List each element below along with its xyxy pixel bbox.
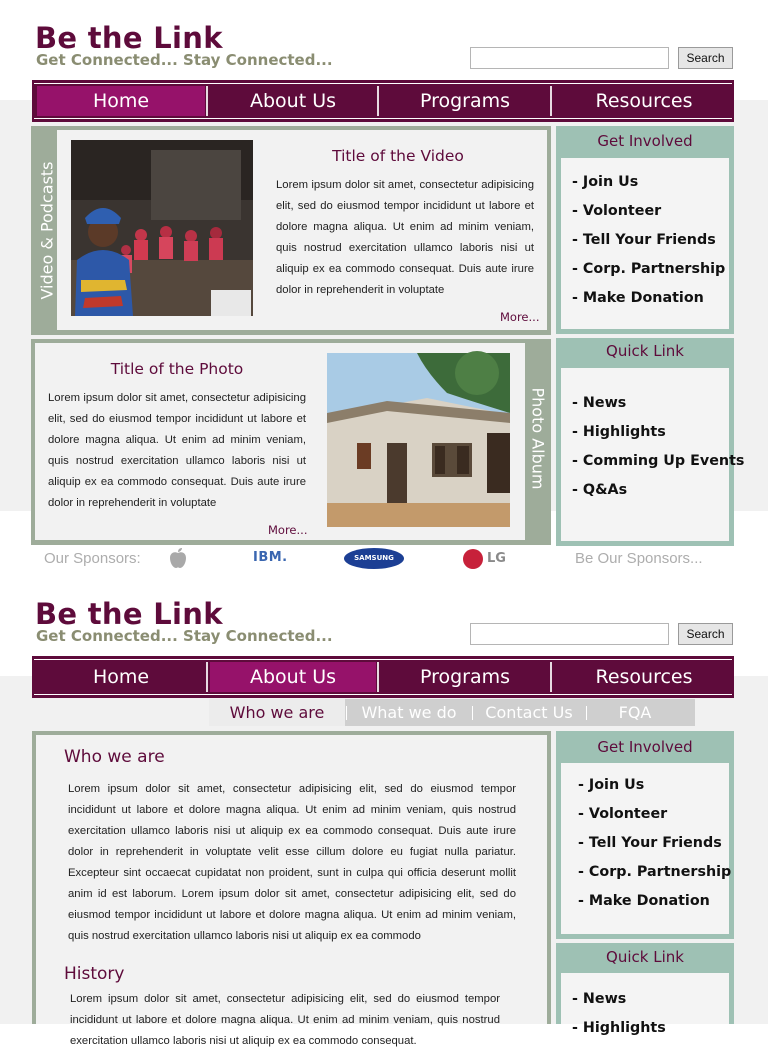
quick-link-heading — [556, 943, 734, 971]
get-involved-title: Get Involved — [597, 738, 693, 756]
video-title[interactable]: Title of the Video — [332, 147, 464, 165]
main-nav — [32, 80, 734, 122]
get-involved-list — [578, 771, 731, 916]
quick-link-frame — [556, 366, 745, 546]
about-subnav — [209, 699, 695, 726]
photo-description: Lorem ipsum dolor sit amet, consectetur adipisicing elit, sed do eiusmod tempor incididunt ut labore et dolore magna aliqua. Ut enim ad minim veniam, quis nostrud exercitation ullamco laboris nisi ut aliquip ex ea commodo consequat. Duis aute irure dolor in reprehenderit in voluptate — [48, 392, 306, 509]
ibm-logo[interactable]: IBM. — [253, 550, 288, 565]
search-input[interactable] — [470, 47, 669, 69]
who-we-are-heading: Who we are — [64, 747, 165, 767]
subnav-what-we-do[interactable]: What we do — [361, 703, 457, 722]
nav-divider — [550, 86, 552, 116]
link-qas[interactable]: - Q&As — [572, 482, 628, 498]
video-panel — [31, 126, 551, 335]
link-volonteer[interactable]: - Volonteer — [578, 806, 668, 822]
link-highlights[interactable]: - Highlights — [572, 1020, 666, 1036]
link-tell-friends[interactable]: - Tell Your Friends — [572, 232, 716, 248]
photo-thumbnail[interactable] — [327, 353, 510, 527]
site-logo-title[interactable]: Be the Link — [35, 597, 223, 631]
photo-panel-body — [35, 343, 525, 540]
subnav-fqa[interactable]: FQA — [618, 703, 652, 722]
quick-link-title: Quick Link — [606, 948, 684, 966]
video-thumbnail[interactable] — [71, 140, 253, 316]
nav-divider — [377, 662, 379, 692]
apple-logo-icon[interactable] — [168, 547, 190, 569]
quick-link-heading — [556, 338, 734, 366]
get-involved-list — [572, 168, 725, 313]
quick-link-list — [572, 389, 744, 505]
quick-link-body — [561, 368, 745, 541]
main-nav — [32, 656, 734, 698]
video-panel-label: Video & Podcasts — [37, 161, 57, 300]
video-more-link[interactable]: More... — [500, 310, 540, 324]
quick-link-body — [561, 973, 729, 1036]
nav-programs[interactable]: Programs — [419, 90, 511, 112]
search-button[interactable]: Search — [678, 47, 733, 69]
link-news[interactable]: - News — [572, 395, 627, 411]
video-panel-body — [57, 130, 547, 330]
photo-panel — [31, 339, 551, 545]
search-input[interactable] — [470, 623, 669, 645]
subnav-contact-us[interactable]: Contact Us — [485, 703, 573, 722]
history-text: Lorem ipsum dolor sit amet, consectetur adipisicing elit, sed do eiusmod tempor incididunt ut labore et dolore magna aliqua. Ut enim ad minim veniam, quis nostrud exercitation ullamco laboris nisi ut aliquip ex ea commodo consequat. — [70, 993, 500, 1047]
history-heading: History — [64, 964, 125, 984]
site-logo-title[interactable]: Be the Link — [35, 21, 223, 55]
samsung-logo[interactable]: SAMSUNG — [344, 548, 404, 569]
nav-divider — [550, 662, 552, 692]
about-content-panel — [32, 731, 551, 1047]
link-make-donation[interactable]: - Make Donation — [572, 290, 704, 306]
nav-divider — [206, 662, 208, 692]
photo-more-link[interactable]: More... — [268, 523, 308, 537]
who-we-are-text: Lorem ipsum dolor sit amet, consectetur adipisicing elit, sed do eiusmod tempor incididunt ut labore et dolore magna aliqua. Ut enim ad minim veniam, quis nostrud exercitation ullamco laboris nisi ut aliquip ex ea commodo consequat. Duis aute irure dolor in reprehenderit in voluptate velit esse cillum dolore eu fugiat nulla pariatur. Excepteur sint occaecat cupidatat non proident, sunt in culpa qui officia deserunt mollit anim id est laborum. Lorem ipsum dolor sit amet, consectetur adipisicing elit, sed do eiusmod tempor incididunt ut labore et dolore magna aliqua. Ut enim ad minim veniam, quis nostrud exercitation ullamco laboris nisi ut aliquip ex ea commodo — [68, 783, 516, 942]
nav-home[interactable]: Home — [37, 86, 205, 116]
nav-divider — [206, 86, 208, 116]
link-upcoming-events[interactable]: - Comming Up Events — [572, 453, 745, 469]
link-make-donation[interactable]: - Make Donation — [578, 893, 710, 909]
nav-programs[interactable]: Programs — [419, 666, 511, 688]
photo-title[interactable]: Title of the Photo — [110, 360, 244, 378]
get-involved-body — [561, 763, 732, 934]
link-corp-partnership[interactable]: - Corp. Partnership — [578, 864, 732, 880]
quick-link-frame — [556, 971, 734, 1036]
nav-about-us[interactable]: About Us — [249, 90, 337, 112]
link-highlights[interactable]: - Highlights — [572, 424, 666, 440]
search-button[interactable]: Search — [678, 623, 733, 645]
link-corp-partnership[interactable]: - Corp. Partnership — [572, 261, 726, 277]
link-join-us[interactable]: - Join Us — [572, 174, 639, 190]
link-news[interactable]: - News — [572, 991, 627, 1007]
get-involved-body — [561, 158, 729, 329]
get-involved-frame — [556, 156, 734, 334]
nav-resources[interactable]: Resources — [595, 90, 693, 112]
photo-panel-label: Photo Album — [528, 387, 548, 490]
nav-about-us[interactable]: About Us — [210, 662, 376, 692]
get-involved-heading — [556, 126, 734, 156]
quick-link-title: Quick Link — [606, 342, 684, 360]
subnav-who-we-are[interactable]: Who we are — [209, 699, 345, 726]
get-involved-frame — [556, 761, 734, 939]
be-our-sponsor-link[interactable]: Be Our Sponsors... — [575, 550, 703, 567]
link-volonteer[interactable]: - Volonteer — [572, 203, 662, 219]
nav-resources[interactable]: Resources — [595, 666, 693, 688]
get-involved-title: Get Involved — [597, 132, 693, 150]
lg-logo-text: LG — [487, 551, 506, 566]
nav-divider — [377, 86, 379, 116]
about-content-body — [36, 735, 547, 1047]
link-join-us[interactable]: - Join Us — [578, 777, 645, 793]
site-tagline: Get Connected... Stay Connected... — [36, 51, 333, 69]
get-involved-heading — [556, 731, 734, 761]
nav-home[interactable]: Home — [92, 666, 150, 688]
sponsors-label: Our Sponsors: — [44, 550, 141, 567]
lg-logo-icon[interactable] — [463, 549, 483, 569]
site-tagline: Get Connected... Stay Connected... — [36, 627, 333, 645]
quick-link-list — [572, 985, 666, 1043]
link-tell-friends[interactable]: - Tell Your Friends — [578, 835, 722, 851]
video-description: Lorem ipsum dolor sit amet, consectetur adipisicing elit, sed do eiusmod tempor incididunt ut labore et dolore magna aliqua. Ut enim ad minim veniam, quis nostrud exercitation ullamco laboris nisi ut aliquip ex ea commodo consequat. Duis aute irure dolor in reprehenderit in voluptate — [276, 179, 534, 296]
